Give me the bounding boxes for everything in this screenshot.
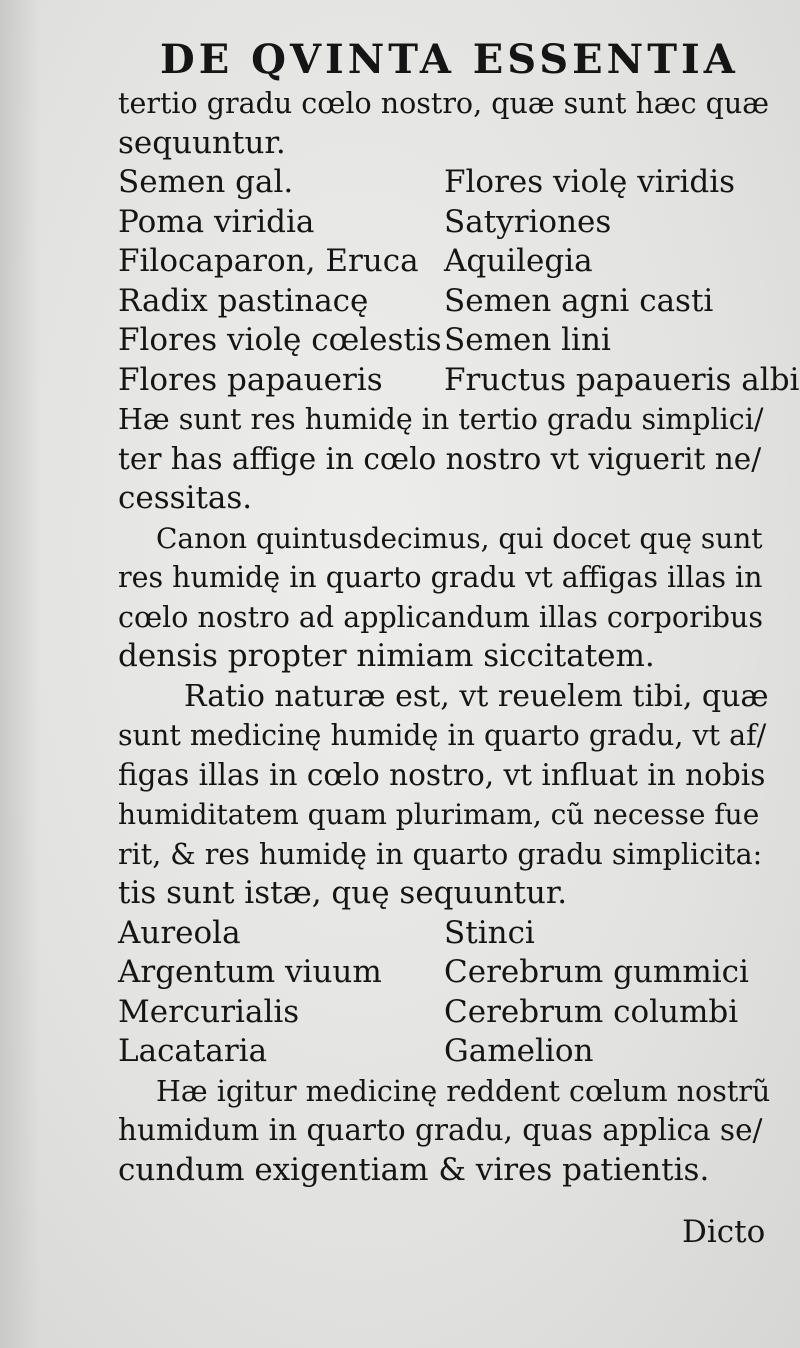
ingredient-right: Semen lini bbox=[444, 322, 611, 358]
ingredient-right: Fructus papaueris albi bbox=[444, 361, 800, 398]
ingredient-left: Mercurialis bbox=[118, 993, 300, 1030]
text-line: tis sunt istæ, quę sequuntur. bbox=[118, 875, 568, 911]
text-line: cessitas. bbox=[118, 480, 253, 516]
text-line: tertio gradu cœlo nostro, quæ sunt hæc quæ bbox=[118, 87, 770, 120]
page-gutter-shadow bbox=[0, 0, 40, 1348]
body-text bbox=[118, 84, 800, 1190]
text-line: densis propter nimiam siccitatem. bbox=[118, 638, 655, 674]
ingredient-right: Stinci bbox=[444, 914, 535, 951]
text-line: humiditatem quam plurimam, cũ necesse fue bbox=[118, 798, 760, 831]
text-line: Ratio naturæ est, vt reuelem tibi, quæ bbox=[184, 678, 769, 714]
text-line: cœlo nostro ad applicandum illas corporibus bbox=[118, 600, 764, 634]
text-line: Hæ sunt res humidę in tertio gradu simplici/ bbox=[118, 403, 764, 436]
text-line: sequuntur. bbox=[118, 124, 286, 161]
ingredient-right: Flores violę viridis bbox=[444, 164, 736, 200]
ingredient-row bbox=[118, 953, 770, 993]
ingredient-right: Satyriones bbox=[444, 203, 612, 240]
ingredient-left: Semen gal. bbox=[118, 164, 294, 200]
ingredient-left: Poma viridia bbox=[118, 203, 315, 240]
ingredient-row bbox=[118, 282, 770, 322]
text-line: cundum exigentiam & vires patientis. bbox=[118, 1151, 710, 1188]
text-line: rit, & res humidę in quarto gradu simplicita: bbox=[118, 837, 763, 871]
text-line: res humidę in quarto gradu vt affigas illas in bbox=[118, 561, 763, 594]
ingredient-left: Argentum viuum bbox=[118, 954, 382, 990]
catchword: Dicto bbox=[682, 1214, 766, 1250]
ingredient-right: Semen agni casti bbox=[444, 282, 714, 319]
text-line: humidum in quarto gradu, quas applica se/ bbox=[118, 1113, 763, 1147]
ingredient-right: Cerebrum gummici bbox=[444, 954, 749, 990]
ingredient-left: Lacataria bbox=[118, 1033, 268, 1069]
ingredient-row bbox=[118, 361, 800, 401]
ingredient-right: Aquilegia bbox=[444, 243, 593, 279]
ingredient-right: Cerebrum columbi bbox=[444, 993, 739, 1030]
text-line: ter has affige in cœlo nostro vt viguerit ne/ bbox=[118, 441, 762, 476]
ingredient-left: Flores papaueris bbox=[118, 361, 383, 398]
running-header: DE QVINTA ESSENTIA bbox=[160, 36, 739, 83]
ingredient-row bbox=[118, 914, 770, 954]
text-line: sunt medicinę humidę in quarto gradu, vt af/ bbox=[118, 719, 767, 752]
text-line: figas illas in cœlo nostro, vt influat in nobis bbox=[118, 757, 766, 792]
ingredient-row bbox=[118, 203, 770, 243]
ingredient-row bbox=[118, 242, 770, 282]
canon-heading-line: Canon quintusdecimus, qui docet quę sunt bbox=[156, 521, 763, 555]
ingredient-row bbox=[118, 163, 770, 203]
text-line: Hæ igitur medicinę reddent cœlum nostrũ bbox=[156, 1074, 771, 1108]
ingredient-row bbox=[118, 1032, 770, 1072]
ingredient-right: Gamelion bbox=[444, 1033, 594, 1069]
ingredient-left: Radix pastinacę bbox=[118, 282, 369, 319]
ingredient-left: Aureola bbox=[118, 914, 241, 951]
ingredient-row bbox=[118, 993, 770, 1033]
ingredient-row bbox=[118, 321, 770, 361]
ingredient-left: Flores violę cœlestis bbox=[118, 322, 442, 358]
ingredient-left: Filocaparon, Eruca bbox=[118, 243, 419, 279]
